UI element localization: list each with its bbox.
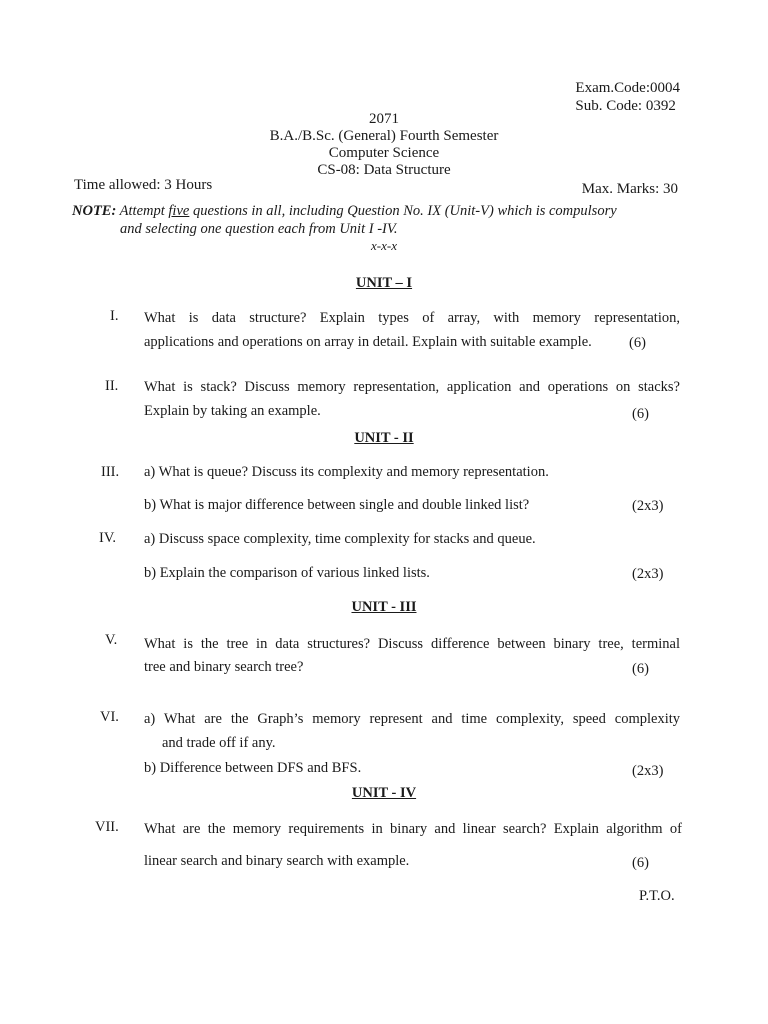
question-text: and trade off if any.	[162, 735, 276, 751]
course-title: B.A./B.Sc. (General) Fourth Semester	[269, 128, 499, 144]
paper-title: CS-08: Data Structure	[317, 162, 451, 178]
question-number: IV.	[99, 530, 117, 546]
question-marks: (2x3)	[632, 763, 664, 779]
unit-heading-4: UNIT - IV	[351, 785, 417, 801]
subject-title: Computer Science	[328, 145, 440, 161]
question-number: III.	[101, 464, 120, 480]
note-text-after: questions in all, including Question No. IX (Unit-V) which is compulsory	[189, 203, 617, 219]
question-number: II.	[105, 378, 119, 394]
exam-year: 2071	[369, 111, 399, 127]
unit-heading-3: UNIT - III	[351, 599, 417, 615]
question-text: a) What is queue? Discuss its complexity and memory representation.	[144, 464, 549, 480]
sub-code: Sub. Code: 0392	[575, 98, 676, 114]
unit-heading-2: UNIT - II	[354, 430, 414, 446]
instructions-note	[72, 203, 692, 220]
question-text: What are the memory requirements in binary and linear search? Explain algorithm of	[144, 821, 682, 837]
question-text: tree and binary search tree?	[144, 659, 304, 675]
unit-heading-1: UNIT – I	[355, 275, 413, 291]
question-number: VII.	[95, 819, 119, 835]
question-text: b) Difference between DFS and BFS.	[144, 760, 362, 776]
time-allowed: Time allowed: 3 Hours	[74, 177, 213, 193]
question-marks: (2x3)	[632, 566, 664, 582]
question-marks: (6)	[632, 661, 649, 677]
question-number: VI.	[100, 709, 119, 725]
question-marks: (6)	[632, 855, 649, 871]
max-marks: Max. Marks: 30	[581, 181, 678, 197]
question-text: What is data structure? Explain types of array, with memory representation,	[144, 310, 680, 326]
note-text-before: Attempt	[116, 203, 169, 219]
note-label: NOTE:	[72, 203, 117, 219]
question-text: linear search and binary search with example.	[144, 853, 410, 869]
please-turn-over: P.T.O.	[639, 888, 675, 904]
question-text: b) What is major difference between single and double linked list?	[144, 497, 530, 513]
exam-code: Exam.Code:0004	[575, 80, 680, 96]
question-text: Explain by taking an example.	[144, 403, 321, 419]
question-marks: (2x3)	[632, 498, 664, 514]
separator: x-x-x	[371, 238, 397, 253]
question-marks: (6)	[632, 406, 649, 422]
question-text: applications and operations on array in detail. Explain with suitable example.	[144, 334, 592, 350]
question-text: b) Explain the comparison of various linked lists.	[144, 565, 430, 581]
question-text: What is stack? Discuss memory representation, application and operations on stacks?	[144, 379, 680, 395]
question-text: a) Discuss space complexity, time complexity for stacks and queue.	[144, 531, 536, 547]
exam-codes	[575, 79, 680, 115]
question-text: a) What are the Graph’s memory represent and time complexity, speed complexity	[144, 711, 680, 727]
instructions-note-line2: and selecting one question each from Unit I -IV.	[120, 221, 398, 237]
question-number: V.	[105, 632, 118, 648]
note-emphasis: five	[168, 203, 190, 219]
question-number: I.	[110, 308, 119, 324]
question-marks: (6)	[629, 335, 646, 351]
question-text: What is the tree in data structures? Discuss difference between binary tree, terminal	[144, 636, 680, 652]
